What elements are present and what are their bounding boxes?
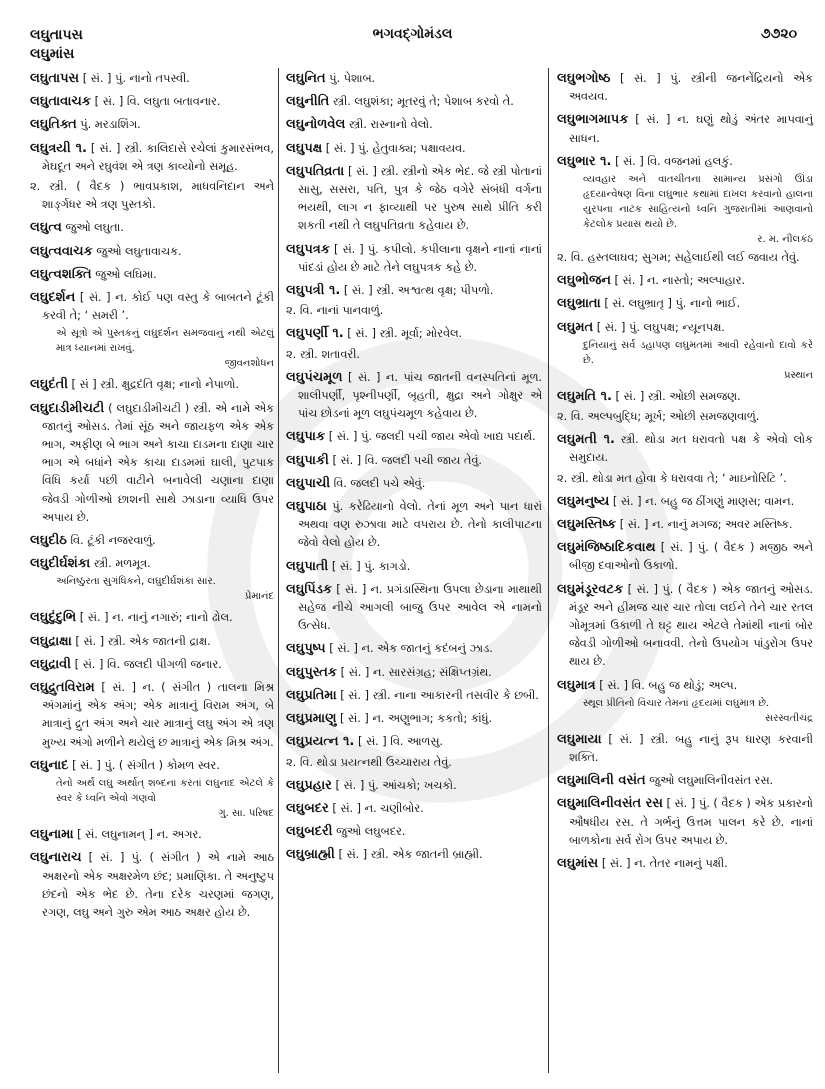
entry-definition: [ સં. ] પું. ( વૈદક ) એક જાતનું ઓસડ. મંડૂર અને હીમજ ચાર ચાર તોલા લઈને તેને ચાર રતલ ગોમૂત્રમાં ઉકાળી તે ઘટ્ટ થાય એટલે તેમાંથી નાનાં બોર જેવડી ગોળીઓ બનાવવી. તેનો ઉપયોગ પાંડુરોગ ઉપર થાય છે. xyxy=(569,582,813,669)
entry-definition: વિ. જલદી પચે એવું. xyxy=(333,476,426,490)
entry-headword: લઘુમતિ ૧. xyxy=(557,388,612,404)
entry-definition: [ સં. ] સ્ત્રી. સ્ત્રીનો એક ભેદ. જે સ્ત્રી પોતાનાં સાસુ, સસરા, પતિ, પુત્ર કે જેઠ વગેરે સંબંધી વર્ગના ભયથી, લાગ ન ફાવ્યાથી પર પુરુષ સાથે પ્રીતિ કરી શકતી નથી તે લઘુપતિવ્રતા કહેવાય છે. xyxy=(298,164,543,233)
entry-definition: [ સં. ] ન. બહુ જ ઠીંગણું માણસ; વામન. xyxy=(612,494,795,508)
entry-headword: લઘુત્વશક્તિ xyxy=(30,266,92,282)
entry-definition: [ સં. ] પું. લઘુપક્ષ; ન્યૂનપક્ષ. xyxy=(596,320,725,334)
dictionary-entry xyxy=(286,116,542,134)
entry-headword: લઘુનિત xyxy=(286,71,326,86)
dictionary-entry xyxy=(286,558,542,576)
entry-definition: [ સં. ] વિ. લઘુતા બતાવનાર. xyxy=(94,95,221,109)
entry-definition: સ્ત્રી. થોડા મત ધરાવતો પક્ષ કે એવો લોક સમુદાય. xyxy=(569,433,813,465)
dictionary-entry xyxy=(30,116,274,134)
column-divider xyxy=(278,68,279,1073)
quotation-source: સરસ્વતીચંદ્ર xyxy=(765,712,813,724)
entry-headword: લઘુદ્રાક્ષા xyxy=(30,633,72,649)
entry-definition: [ સં. ] સ્ત્રી. અશ્વત્થ વૃક્ષ; પીપળો. xyxy=(343,284,494,298)
entry-headword: લઘુમાત્ર xyxy=(557,677,596,693)
dictionary-entry xyxy=(286,452,542,470)
entry-headword: લઘુબદરી xyxy=(286,824,333,840)
entry-definition: [ સં. ] સ્ત્રી. એક જાતની દ્રાક્ષ. xyxy=(75,634,211,648)
entry-definition: જુઓ લઘુતાવાચક. xyxy=(96,244,182,258)
entry-headword: લઘુમતી ૧. xyxy=(557,432,615,448)
entry-headword: લઘુમાયા xyxy=(557,731,602,747)
dictionary-entry xyxy=(286,846,542,864)
entry-headword: લઘુપાકી xyxy=(286,452,329,468)
entry-definition: જુઓ લઘુમાલિનીવસંત રસ. xyxy=(649,774,774,788)
entry-definition: [ સં. ] ન. પ્રગંડાસ્થિના ઉપલા છેડાના માથાથી સહેજ નીચે આગલી બાજુ ઉપર આવેલ એ નામનો ઉત્સેધ. xyxy=(298,582,542,633)
dictionary-entry xyxy=(557,795,813,850)
dictionary-entry xyxy=(30,289,274,371)
dictionary-entry xyxy=(30,757,274,821)
entry-headword: લઘુમાલિનીવસંત રસ xyxy=(557,796,663,812)
entry-definition: [ સં. ] ન. ઘણું થોડું અંતર માપવાનું સાધન. xyxy=(569,113,813,145)
dictionary-entry xyxy=(286,282,542,320)
entry-headword: લઘુપ્રમાણુ xyxy=(286,711,337,727)
column-divider xyxy=(548,68,549,1073)
entry-headword: લઘુમત xyxy=(557,319,594,335)
entry-headword: લઘુપક્ષ xyxy=(286,140,323,156)
dictionary-entry xyxy=(30,243,274,261)
entry-definition: [ સં. ] ન. તેતર નામનું પક્ષી. xyxy=(601,857,728,871)
entry-headword: લઘુદ્રાવી xyxy=(30,656,72,672)
entry-headword: લઘુપુસ્તક xyxy=(286,664,337,680)
entry-headword: લઘુપ્રહાર xyxy=(286,777,332,793)
entry-definition: સ્ત્રી. લઘુશંકા; મૂતરવું તે; પેશાબ કરવો તે. xyxy=(332,95,514,109)
entry-quotation: દુનિયાનું સર્વ ડહાપણ લઘુમતમાં આવી રહેવાનો દાવો કરે છે. xyxy=(583,339,813,366)
entry-definition: જુઓ લઘિમા. xyxy=(95,267,157,281)
dictionary-entry xyxy=(557,388,813,426)
entry-definition: [ સં. ] વિ. જલદી પચી જાય તેવું. xyxy=(332,453,483,467)
dictionary-entry xyxy=(286,640,542,658)
entry-headword: લઘુમાલિની વસંત xyxy=(557,773,646,789)
entry-headword: લઘુનાદ xyxy=(30,757,69,773)
entry-definition: પું. પેશાબ. xyxy=(329,72,376,85)
entry-definition: [ સં. ] પું. ( વૈદક ) મજીઠ અને બીજી દવાઓનો ઉકાળો. xyxy=(569,541,813,573)
quotation-source: પ્રસ્થાન xyxy=(783,369,813,381)
entry-definition: જુઓ લઘુતા. xyxy=(65,221,124,235)
dictionary-entry xyxy=(286,777,542,795)
dictionary-entry xyxy=(286,733,542,771)
entry-headword: લઘુમંડૂરવટક xyxy=(557,581,624,597)
entry-sense: ૨. સ્ત્રી. શતાવરી. xyxy=(286,347,361,361)
book-title: ભગવદ્ગોમંડલ xyxy=(372,26,453,42)
dictionary-entry xyxy=(30,266,274,284)
entry-definition: [ સં. ] પું. નાનો તપસ્વી. xyxy=(82,72,190,85)
entry-definition: [ સં. ] પું. જલદી પચી જાય એવો ખાદ્ય પદાર્થ. xyxy=(328,430,536,444)
entry-definition: [ સં. ] ન. નાસ્તો; અલ્પાહાર. xyxy=(614,274,746,288)
entry-headword: લઘુનારાચ xyxy=(30,850,82,866)
dictionary-entry xyxy=(30,70,274,88)
entry-headword: લઘુપર્ણી ૧. xyxy=(286,326,344,342)
entry-quotation: એ સૂત્રો એ પુસ્તકનું લઘુદર્શન સમજવાનું નથી એટલું માત્ર ધ્યાનમાં રાખવું. xyxy=(56,328,274,355)
entry-definition: [ સં. લઘુનામન્ ] ન. અગર. xyxy=(77,828,202,842)
dictionary-column-3 xyxy=(557,70,813,878)
dictionary-entry xyxy=(286,800,542,818)
entry-headword: લઘુપ્રયત્ન ૧. xyxy=(286,734,355,750)
dictionary-entry xyxy=(557,70,813,106)
entry-headword: લઘુપંચમૂળ xyxy=(286,369,343,385)
guide-word-first: લઘુતાપસ xyxy=(30,27,83,43)
entry-definition: [ સં. ] પું. સ્ત્રીની જનનેંદ્રિયનો એક અવયવ. xyxy=(569,72,813,104)
quotation-source: પ્રેમાનંદ xyxy=(244,591,274,603)
entry-sense: ૨. વિ. નાનાં પાનવાળું. xyxy=(286,304,384,318)
entry-definition: વિ. ટૂંકી નજરવાળું. xyxy=(70,534,156,548)
dictionary-entry xyxy=(557,272,813,290)
dictionary-entry xyxy=(286,428,542,446)
dictionary-entry xyxy=(286,163,542,236)
page-number: ૭૭૨૦ xyxy=(760,26,797,42)
dictionary-entry xyxy=(286,325,542,363)
dictionary-entry xyxy=(557,539,813,575)
dictionary-entry xyxy=(557,772,813,790)
entry-headword: લઘુમાંસ xyxy=(557,856,599,872)
entry-headword: લઘુબ્રાહ્મી xyxy=(286,847,335,863)
entry-definition: [ સં. ] પું. કપીલો. કપીલાના વૃક્ષને નાનાં નાનાં પાંદડાં હોય છે માટે તેને લઘુપત્રક કહે છે. xyxy=(298,242,543,274)
entry-headword: લઘુભગોષ્ઠ xyxy=(557,71,611,86)
entry-headword: લઘુનીતિ xyxy=(286,94,330,110)
entry-definition: [ સં. ] સ્ત્રી. એક જાતની બ્રાહ્મી. xyxy=(338,848,483,862)
entry-headword: લઘુપ્રતિમા xyxy=(286,687,337,703)
entry-definition: [ સં. ] ન. પાંચ જાતની વનસ્પતિનાં મૂળ. શાલીપર્ણી, પૃશ્નીપર્ણી, બૃહતી, ક્ષુદ્રા અને ગોક્ષુર એ પાંચ છોડનાં મૂળ લઘુપંચમૂળ કહેવાય છે. xyxy=(298,370,542,421)
dictionary-entry xyxy=(286,823,542,841)
entry-definition: [ સં. ] સ્ત્રી. ઓછી સમજણ. xyxy=(615,389,741,403)
entry-headword: લઘુપુષ્પ xyxy=(286,641,326,657)
dictionary-entry xyxy=(286,498,542,553)
entry-sense: ૨. વિ. હસ્તલાઘવ; સુગમ; સહેલાઈથી લઈ જવાય તેવું. xyxy=(557,251,800,265)
entry-headword: લઘુત્વ xyxy=(30,220,62,236)
dictionary-column-1 xyxy=(30,70,274,927)
dictionary-entry xyxy=(286,70,542,88)
entry-headword: લઘુદંતી xyxy=(30,377,68,393)
entry-headword: લઘુદીર્ઘશંકા xyxy=(30,556,91,572)
entry-definition: સ્ત્રી. રાસ્નાનો વેલો. xyxy=(348,118,433,132)
dictionary-entry xyxy=(286,710,542,728)
quotation-source: ગુ. સા. પરિષદ xyxy=(218,808,274,820)
entry-definition: જુઓ લઘુબદર. xyxy=(336,825,406,839)
entry-definition: [ સં. ] સ્ત્રી. નાના આકારની તસવીર કે છબી. xyxy=(340,688,539,702)
entry-definition: [ સં. ] સ્ત્રી. મૂર્વા; મોરવેલ. xyxy=(347,327,463,341)
entry-definition: [ સં. ] પું. ( સંગીત ) એ નામે આઠ અક્ષરનો એક અક્ષરમેળ છંદ; પ્રમાણિકા. તે અનુષ્ટુપ છંદનો એક ભેદ છે. તેના દરેક ચરણમાં જગણ, રગણ, લઘુ અને ગુરુ એમ આઠ અક્ષર હોય છે. xyxy=(42,851,274,919)
dictionary-entry xyxy=(30,656,274,674)
entry-headword: લઘુદાડીમીચટી xyxy=(30,400,105,416)
dictionary-entry xyxy=(30,826,274,844)
entry-sense: ૨. વિ. અલ્પબુદ્ધિ; મૂર્ખ; ઓછી સમજણવાળું. xyxy=(557,410,760,424)
entry-headword: લઘુત્રયી ૧. xyxy=(30,140,87,156)
entry-headword: લઘુદ્રુતવિરામ xyxy=(30,680,95,696)
entry-definition: [ સં. ] ન. ( સંગીત ) તાલના મિશ્ર અંગમાંનું એક અંગ; એક માત્રાનું વિરામ અંગ, બે માત્રાનું દ્રુત અંગ અને ચાર માત્રાનું લઘુ અંગ એ ત્રણ મુખ્ય અંગો મળીને થયેલું છ માત્રાનું એક મિશ્ર અંગ. xyxy=(42,681,274,749)
dictionary-entry xyxy=(286,241,542,277)
dictionary-entry xyxy=(30,93,274,111)
entry-definition: ( લઘુદાડીમીચટી ) સ્ત્રી. એ નામે એક જાતનું ઓસડ. તેમાં સૂંઠ અને જાયફળ એક એક ભાગ, અફીણ બે ભાગ અને કાચા દાડમના દાણા ચાર ભાગ એ બધાંને એક કાચા દાડમમાં ઘાલી, પુટપાક વિધિ કર્યા પછી વાટીને બનાવેલી ચણાના દાણા જેવડી ગોળીઓ છાશની સાથે ઝાડાના વ્યાધિ ઉપર અપાય છે. xyxy=(42,401,274,524)
dictionary-entry xyxy=(30,219,274,237)
dictionary-entry xyxy=(30,555,274,604)
entry-headword: લઘુપાચી xyxy=(286,475,331,491)
dictionary-entry xyxy=(30,400,274,527)
dictionary-entry xyxy=(557,493,813,511)
entry-quotation: તેનો અર્થ લઘુ અર્થાત્ શબ્દના કરતાં લઘુનાદ એટલે કે સ્વર કે ધ્વનિ એવો ગણવો xyxy=(56,778,274,805)
entry-quotation: સ્થૂલ પ્રીતિનો વિચાર તેમનાં હૃદયમાં લઘુમાત્ર છે. xyxy=(583,697,770,709)
entry-definition: [ સં. ] ન. એક જાતનું કદંબનું ઝાડ. xyxy=(329,642,493,656)
dictionary-entry xyxy=(557,431,813,488)
dictionary-entry xyxy=(286,140,542,158)
dictionary-entry xyxy=(286,475,542,493)
entry-headword: લઘુમસ્તિષ્ક xyxy=(557,517,617,533)
dictionary-column-2 xyxy=(286,70,542,870)
quotation-source: જીવનશોધન xyxy=(224,358,274,370)
entry-definition: [ સં. ] વિ. બહુ જ થોડું; અલ્પ. xyxy=(599,678,738,692)
dictionary-entry xyxy=(30,849,274,922)
entry-definition: [ સં. ] પું. હેતુવાક્ય; પક્ષાવયવ. xyxy=(325,141,466,155)
entry-headword: લઘુતિક્ત xyxy=(30,117,77,133)
entry-headword: લઘુપિંડક xyxy=(286,581,333,597)
entry-sense: ૨. વિ. થોડા પ્રયત્નથી ઉચ્ચારાય તેવું. xyxy=(286,755,452,769)
entry-definition: [ સં. ] વિ. આળસુ. xyxy=(357,735,443,749)
entry-headword: લઘુપાઠા xyxy=(286,499,327,515)
dictionary-entry xyxy=(286,664,542,682)
entry-headword: લઘુત્વવાચક xyxy=(30,243,93,259)
dictionary-entry xyxy=(30,140,274,215)
dictionary-entry xyxy=(30,679,274,752)
entry-definition: પું. કરેઢિયાનો વેલો. તેનાં મૂળ અને પાન ધારાં અથવા વણ રુઝાવા માટે વપરાય છે. તેનો કાલીપાટના જેવો વેલો હોય છે. xyxy=(298,500,543,550)
entry-definition: [ સં. ] વિ. જલદી પીગળી જનાર. xyxy=(74,657,222,671)
entry-quotation: વ્યવહાર અને વાતચીતના સામાન્ય પ્રસંગો ઊંડા હૃદયાન્વેષણ વિના લઘુભાર કથામાં દાખલ કરવાનો હાલના યુરપના નાટક સાહિત્યનો ધ્વનિ ગુજરાતીમાં આણવાનો કેટલોક પ્રયાસ થયો છે. xyxy=(583,174,813,231)
dictionary-entry xyxy=(30,532,274,550)
entry-headword: લઘુપત્રક xyxy=(286,241,330,257)
dictionary-entry xyxy=(286,687,542,705)
entry-definition: [ સં. ] સ્ત્રી. કાલિદાસે રચેલાં કુમારસંભવ, મેઘદૂત અને રઘુવંશ એ ત્રણ કાવ્યોનો સમૂહ. xyxy=(42,141,275,173)
entry-headword: લઘુનોળવેલ xyxy=(286,117,346,133)
entry-headword: લઘુબદર xyxy=(286,800,329,816)
dictionary-entry xyxy=(30,633,274,651)
entry-headword: લઘુદુંદુભિ xyxy=(30,610,77,626)
entry-definition: [ સં. ] ન. સારસંગ્રહ; સંક્ષિપ્તગ્રંથ. xyxy=(340,665,492,679)
entry-headword: લઘુપતિવ્રતા xyxy=(286,163,345,179)
entry-definition: [ સં. ] ન. નાનું મગજ; અવર મસ્તિષ્ક. xyxy=(619,518,793,532)
entry-definition: [ સં. ] પું. કાગડો. xyxy=(331,559,411,573)
entry-headword: લઘુભ્રાતા xyxy=(557,296,601,312)
entry-definition: [ સં. ] પું. ( સંગીત ) કોમળ સ્વર. xyxy=(72,758,220,772)
entry-definition: [ સં. ] ન. ચણીબોર. xyxy=(332,801,424,815)
dictionary-entry xyxy=(557,295,813,313)
dictionary-entry xyxy=(30,609,274,627)
entry-headword: લઘુમનુષ્ય xyxy=(557,493,610,509)
entry-sense: ૨. સ્ત્રી. ( વૈદક ) ભાવપ્રકાશ, માધવનિદાન અને શાર્ઙ્ગધર એ ત્રણ પુસ્તકો. xyxy=(30,180,274,212)
entry-definition: [ સં. લઘુભ્રાતૃ ] પું. નાનો ભાઈ. xyxy=(604,297,741,311)
entry-definition: [ સં. ] પું. ( વૈદક ) એક પ્રકારનો ઔષધીય રસ. તે ગર્ભનું ઉત્તમ પાલન કરે છે. નાનાં બાળકોના સર્વ રોગ ઉપર અપાય છે. xyxy=(569,797,814,847)
dictionary-entry xyxy=(557,677,813,726)
entry-headword: લઘુદર્શન xyxy=(30,290,76,306)
dictionary-entry xyxy=(286,581,542,636)
dictionary-entry xyxy=(557,516,813,534)
quotation-source: ર. મ. નીલકંઠ xyxy=(757,234,813,246)
entry-sense: ૨. સ્ત્રી. થોડા મત હોવા કે ધરાવવા તે; ‘ માઇનોરિટિ ’. xyxy=(557,471,787,485)
entry-definition: [ સં. ] ન. અણુભાગ; કકતો; કાંધું. xyxy=(340,712,492,726)
entry-headword: લઘુપાક xyxy=(286,429,326,445)
entry-headword: લઘુભાર ૧. xyxy=(557,153,612,169)
entry-headword: લઘુપત્રી ૧. xyxy=(286,283,341,299)
dictionary-entry xyxy=(30,376,274,394)
entry-definition: [ સં. ] વિ. વજનમાં હલકું. xyxy=(615,154,733,168)
entry-definition: [ સં. ] સ્ત્રી. બહુ નાનું રૂપ ધારણ કરવાની શક્તિ. xyxy=(569,732,813,765)
dictionary-entry xyxy=(557,319,813,383)
dictionary-entry xyxy=(557,855,813,873)
dictionary-entry xyxy=(557,731,813,767)
entry-headword: લઘુપાતી xyxy=(286,558,329,574)
entry-headword: લઘુભોજન xyxy=(557,273,611,289)
entry-definition: સ્ત્રી. મળમૂત્ર. xyxy=(93,557,151,571)
entry-quotation: અનિષ્ઠુરતા સુગંધિકને, લઘુદીર્ઘશંકા સાર. xyxy=(56,576,216,588)
entry-headword: લઘુમંજિષ્ઠાદિકવાથ xyxy=(557,540,656,556)
entry-headword: લઘુનામા xyxy=(30,827,74,843)
entry-headword: લઘુતાવાચક xyxy=(30,94,91,110)
dictionary-entry xyxy=(557,111,813,147)
dictionary-entry xyxy=(286,369,542,424)
entry-headword: લઘુતાપસ xyxy=(30,71,80,86)
entry-definition: પું. મરડાશિંગ. xyxy=(80,118,141,132)
dictionary-entry xyxy=(286,93,542,111)
guide-word-last: લઘુમાંસ xyxy=(30,46,75,62)
entry-definition: [ સં. ] ન. કોઈ પણ વસ્તુ કે બાબતને ટૂંકી કરવી તે; ‘ સમરી ’. xyxy=(42,291,275,323)
entry-definition: [ સં. ] ન. નાનું નગારું; નાનો ઢોલ. xyxy=(79,611,233,625)
dictionary-entry xyxy=(557,581,813,672)
entry-headword: લઘુભાગમાપક xyxy=(557,112,629,128)
entry-headword: લઘુદીઠ xyxy=(30,533,67,549)
dictionary-entry xyxy=(557,153,813,267)
entry-definition: [ સં. ] પું. આંચકો; ખચકો. xyxy=(335,778,457,792)
entry-definition: [ સં ] સ્ત્રી. ક્ષુદ્રદંતિ વૃક્ષ; નાનો નેપાળો. xyxy=(71,378,240,392)
